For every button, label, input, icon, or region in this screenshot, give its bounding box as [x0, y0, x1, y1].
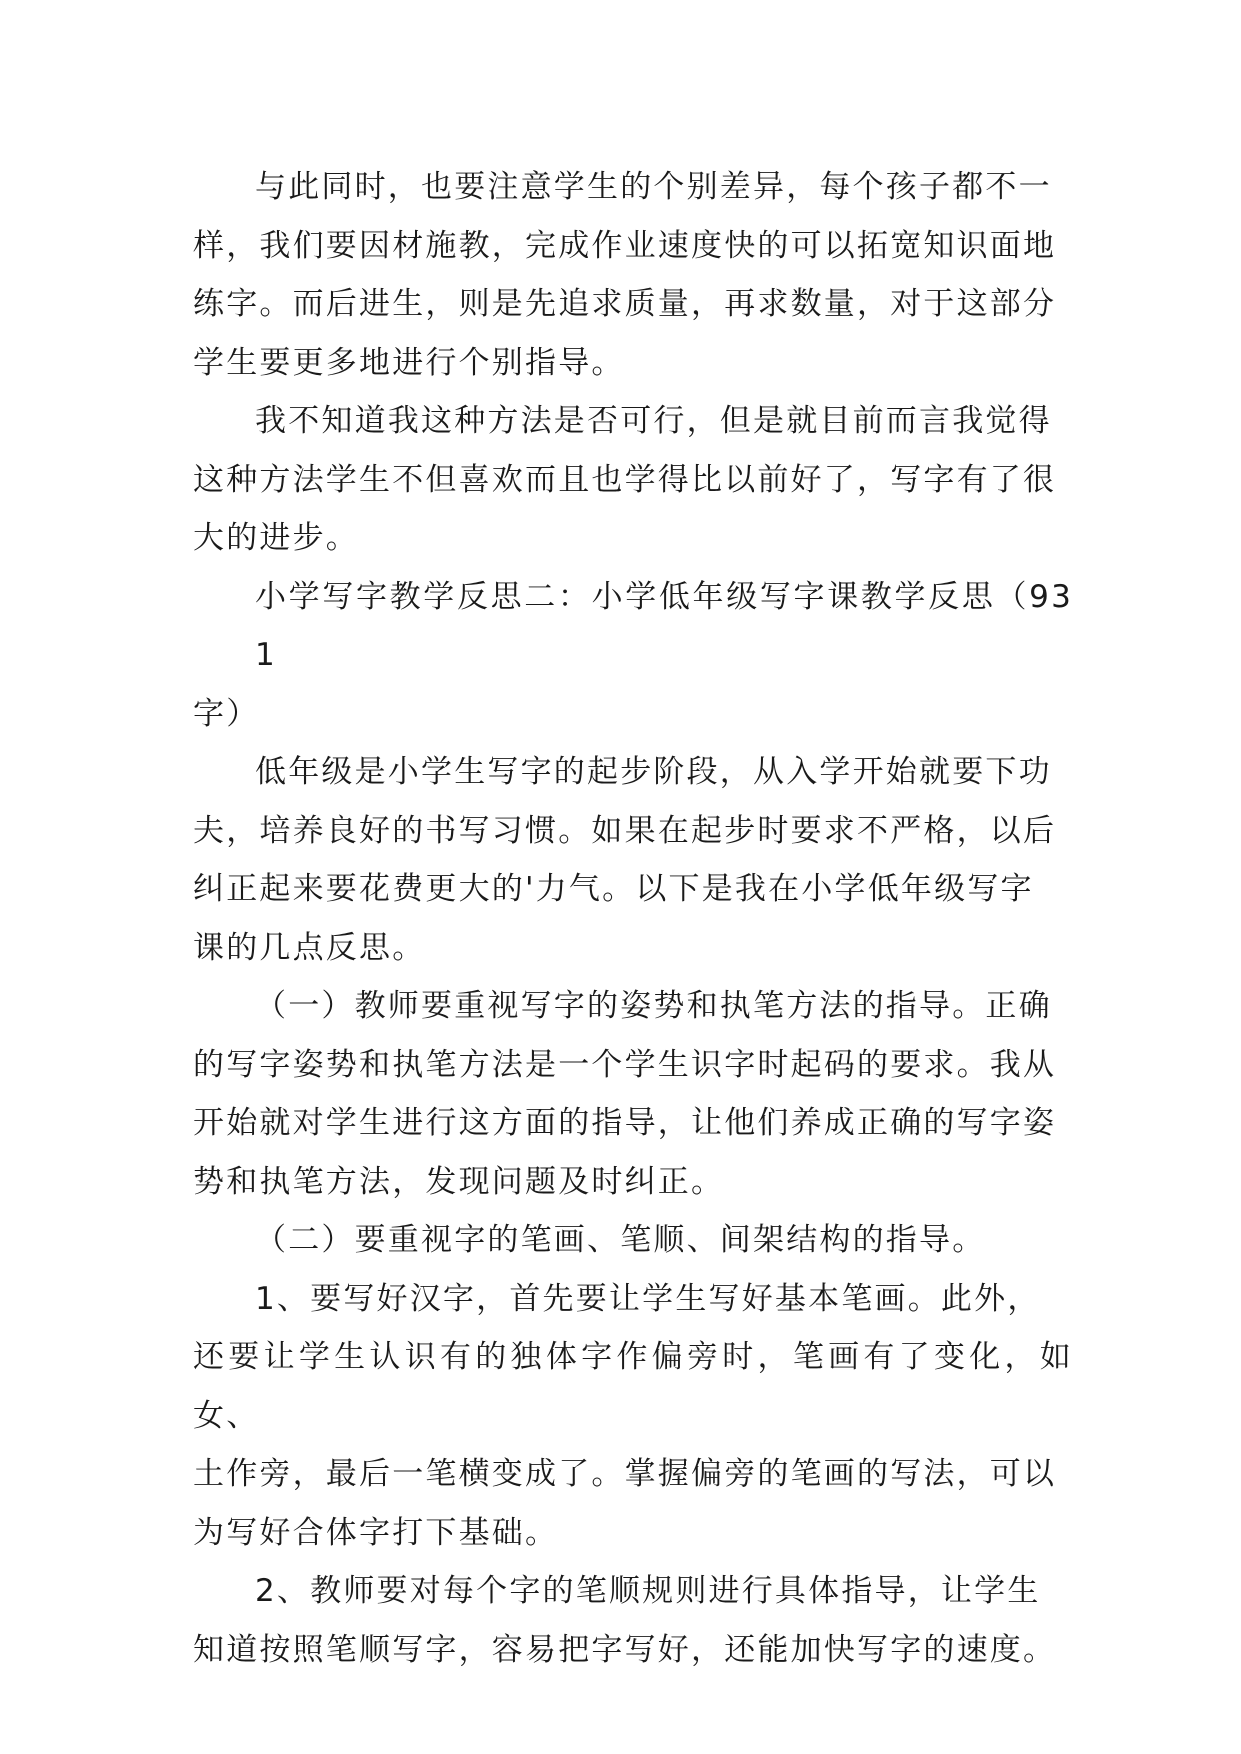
paragraph-2: [193, 392, 1073, 568]
paragraph-line: （一）教师要重视写字的姿势和执笔方法的指导。正确: [255, 988, 1052, 1024]
paragraph-line: 这种方法学生不但喜欢而且也学得比以前好了，写字有了很: [193, 461, 1057, 498]
paragraph-line: 开始就对学生进行这方面的指导，让他们养成正确的写字姿: [193, 1105, 1057, 1141]
paragraph-line: 与此同时，也要注意学生的个别差异，每个孩子都不一: [255, 169, 1052, 205]
paragraph-5: [193, 977, 1073, 1211]
paragraph-line: 土作旁，最后一笔横变成了。掌握偏旁的笔画的写法，可以: [193, 1456, 1057, 1492]
paragraph-line: 2、教师要对每个字的笔顺规则进行具体指导，让学生: [255, 1573, 1041, 1609]
paragraph-line: 小学写字教学反思二：小学低年级写字课教学反思（931: [255, 578, 1073, 673]
paragraph-line: 知道按照笔顺写字，容易把字写好，还能加快写字的速度。: [193, 1631, 1057, 1668]
paragraph-line: 势和执笔方法，发现问题及时纠正。: [193, 1163, 725, 1200]
paragraph-line: 练字。而后进生，则是先追求质量，再求数量，对于这部分: [193, 286, 1057, 322]
paragraph-line: 样，我们要因材施教，完成作业速度快的可以拓宽知识面地: [193, 227, 1057, 264]
paragraph-8: [193, 1562, 1073, 1679]
paragraph-7: [193, 1270, 1073, 1563]
paragraph-6: [193, 1211, 1073, 1270]
paragraph-line: 1、要写好汉字，首先要让学生写好基本笔画。此外，: [255, 1280, 1041, 1317]
paragraph-line: 的写字姿势和执笔方法是一个学生识字时起码的要求。我从: [193, 1046, 1057, 1083]
paragraph-1: [193, 158, 1073, 392]
paragraph-4: [193, 743, 1073, 977]
paragraph-line: 课的几点反思。: [193, 929, 426, 966]
paragraph-line: 纠正起来要花费更大的'力气。以下是我在小学低年级写字: [193, 871, 1034, 907]
paragraph-line: 为写好合体字打下基础。: [193, 1514, 559, 1551]
paragraph-line: 夫，培养良好的书写习惯。如果在起步时要求不严格，以后: [193, 812, 1057, 849]
paragraph-3-heading: [193, 568, 1073, 744]
paragraph-line: 大的进步。: [193, 520, 359, 556]
paragraph-line: 字）: [193, 695, 260, 732]
paragraph-line: 学生要更多地进行个别指导。: [193, 344, 625, 381]
paragraph-line: 我不知道我这种方法是否可行，但是就目前而言我觉得: [255, 403, 1052, 439]
paragraph-line: 还要让学生认识有的独体字作偏旁时，笔画有了变化，如女、: [193, 1339, 1073, 1434]
paragraph-line: （二）要重视字的笔画、笔顺、间架结构的指导。: [255, 1222, 986, 1258]
document-body: [193, 158, 1073, 1679]
paragraph-line: 低年级是小学生写字的起步阶段，从入学开始就要下功: [255, 754, 1052, 790]
